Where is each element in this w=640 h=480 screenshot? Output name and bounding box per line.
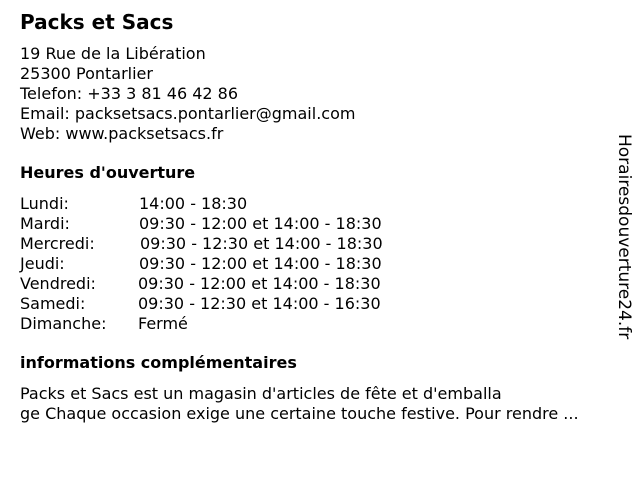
day-label: Jeudi:	[20, 254, 65, 273]
info-description	[20, 384, 620, 424]
email-address[interactable]: Email: packsetsacs.pontarlier@gmail.com	[20, 104, 356, 123]
hours-heading: Heures d'ouverture	[20, 163, 196, 182]
website-link[interactable]: Web: www.packsetsacs.fr	[20, 124, 224, 143]
address-street: 19 Rue de la Libération	[20, 44, 206, 63]
description-line: Packs et Sacs est un magasin d'articles de fête et d'emballa	[20, 384, 502, 403]
time-range: Fermé	[138, 314, 188, 333]
time-range: 09:30 - 12:30 et 14:00 - 16:30	[138, 294, 381, 313]
time-range: 14:00 - 18:30	[139, 194, 248, 213]
contact-details	[20, 44, 355, 144]
address-city: 25300 Pontarlier	[20, 64, 153, 83]
site-watermark: Horairesdouverture24.fr	[614, 134, 634, 340]
phone-number[interactable]: Telefon: +33 3 81 46 42 86	[20, 84, 239, 103]
day-label: Lundi:	[20, 194, 69, 213]
time-range: 09:30 - 12:00 et 14:00 - 18:30	[138, 274, 381, 293]
day-label: Mardi:	[20, 214, 70, 233]
time-range: 09:30 - 12:00 et 14:00 - 18:30	[139, 254, 382, 273]
day-label: Samedi:	[20, 294, 86, 313]
day-label: Vendredi:	[20, 274, 96, 293]
description-line: ge Chaque occasion exige une certaine touche festive. Pour rendre ...	[20, 404, 579, 423]
day-label: Dimanche:	[20, 314, 107, 333]
info-heading: informations complémentaires	[20, 353, 297, 372]
time-range: 09:30 - 12:00 et 14:00 - 18:30	[139, 214, 382, 233]
day-label: Mercredi:	[20, 234, 95, 253]
business-name: Packs et Sacs	[20, 10, 174, 34]
time-range: 09:30 - 12:30 et 14:00 - 18:30	[140, 234, 383, 253]
